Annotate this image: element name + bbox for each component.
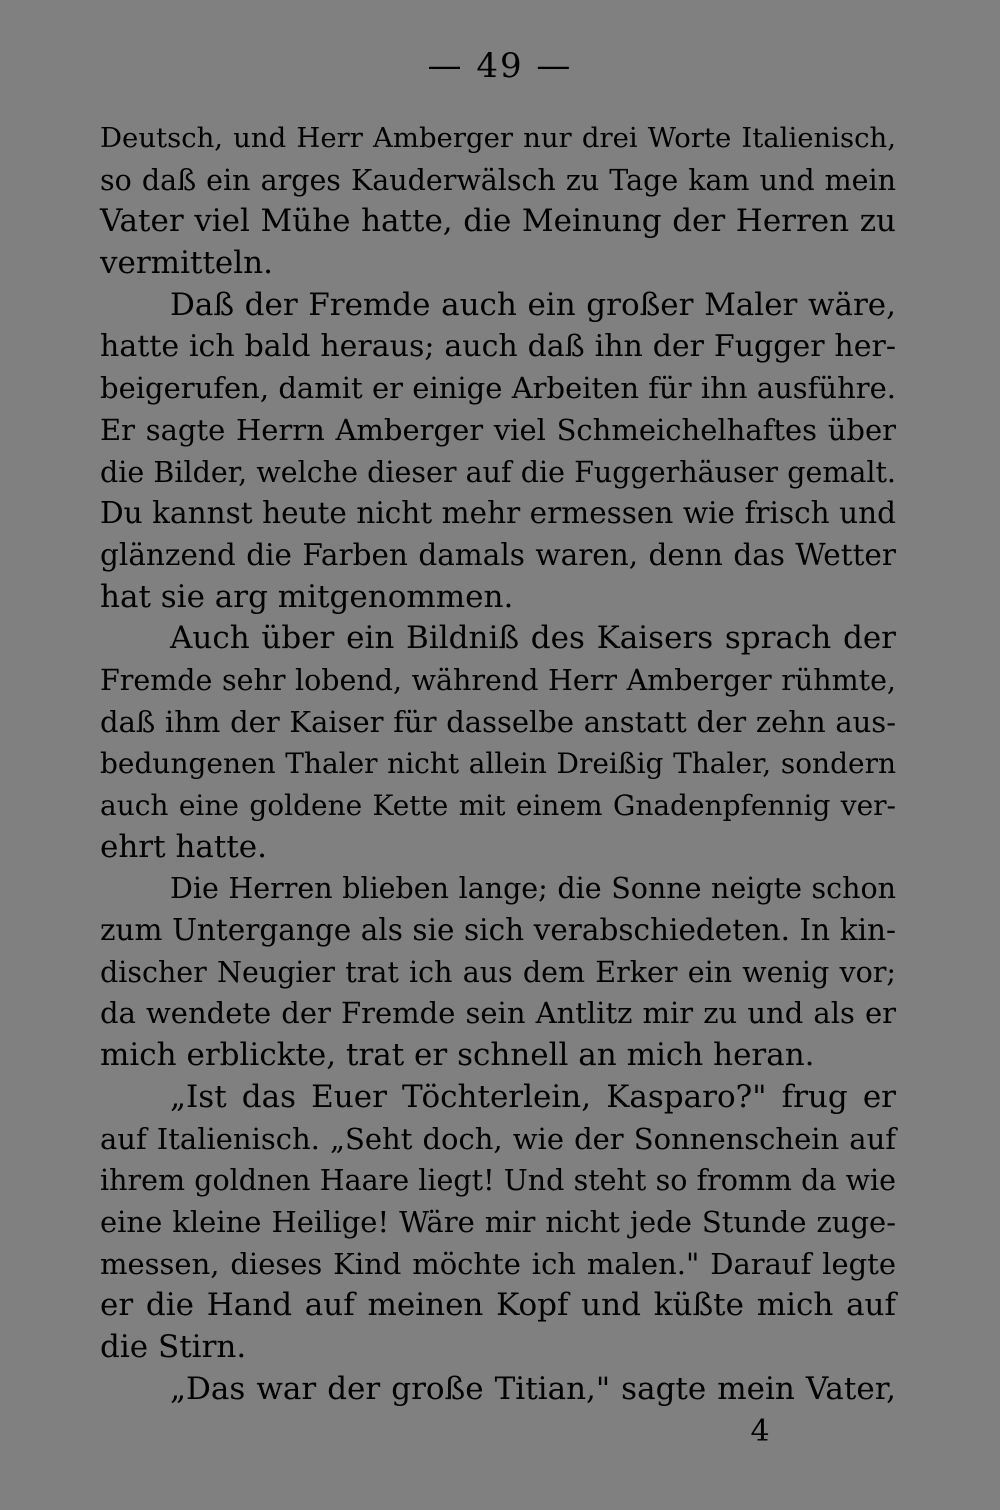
text-line: beigerufen, damit er einige Arbeiten für ihn ausführe.: [100, 371, 896, 406]
text-line: Deutsch, und Herr Amberger nur drei Worte Italienisch,: [100, 122, 896, 154]
text-line: er die Hand auf meinen Kopf und küßte mich auf: [100, 1287, 896, 1324]
text-line: zum Untergange als sie sich verabschiedeten. In kin-: [100, 913, 896, 948]
text-line: eine kleine Heilige! Wäre mir nicht jede Stunde zuge-: [100, 1204, 896, 1239]
page-number: — 49 —: [427, 46, 573, 86]
text-line: glänzend die Farben damals waren, denn das Wetter: [100, 537, 896, 572]
text-line: Die Herren blieben lange; die Sonne neigte schon: [170, 872, 896, 906]
text-line: Er sagte Herrn Amberger viel Schmeichelhaftes über: [100, 412, 896, 447]
text-line: messen, dieses Kind möchte ich malen." Darauf legte: [100, 1246, 896, 1281]
text-line: Daß der Fremde auch ein großer Maler wäre,: [170, 286, 896, 323]
text-line: vermitteln.: [100, 245, 273, 282]
text-line: Du kannst heute nicht mehr ermessen wie frisch und: [100, 496, 896, 531]
text-line: Fremde sehr lobend, während Herr Amberger rühmte,: [100, 663, 896, 697]
text-line: hatte ich bald heraus; auch daß ihn der Fugger her-: [100, 329, 896, 365]
text-line: auch eine goldene Kette mit einem Gnadenpfennig ver-: [100, 789, 896, 822]
signature-mark: 4: [750, 1414, 770, 1449]
text-line: „Ist das Euer Töchterlein, Kasparo?" frug er: [170, 1078, 896, 1115]
text-line: daß ihm der Kaiser für dasselbe anstatt der zehn aus-: [100, 704, 896, 739]
text-line: hat sie arg mitgenommen.: [100, 578, 514, 615]
text-line: die Bilder, welche dieser auf die Fuggerhäuser gemalt.: [100, 455, 896, 489]
text-line: bedungenen Thaler nicht allein Dreißig Thaler, sondern: [100, 747, 896, 781]
text-line: ihrem goldnen Haare liegt! Und steht so fromm da wie: [100, 1164, 896, 1198]
body-text: [100, 118, 896, 1410]
text-line: mich erblickte, trat er schnell an mich heran.: [100, 1037, 815, 1074]
text-line: Vater viel Mühe hatte, die Meinung der Herren zu: [100, 203, 896, 240]
text-line: „Das war der große Titian," sagte mein Vater,: [170, 1370, 896, 1407]
text-line: da wendete der Fremde sein Antlitz mir zu und als er: [100, 996, 896, 1031]
text-line: die Stirn.: [100, 1328, 247, 1365]
text-line: discher Neugier trat ich aus dem Erker ein wenig vor;: [100, 955, 896, 989]
text-line: Auch über ein Bildniß des Kaisers sprach der: [170, 620, 896, 657]
text-line: so daß ein arges Kauderwälsch zu Tage kam und mein: [100, 163, 896, 197]
text-line: ehrt hatte.: [100, 828, 268, 865]
text-line: auf Italienisch. „Seht doch, wie der Sonnenschein auf: [100, 1121, 896, 1156]
